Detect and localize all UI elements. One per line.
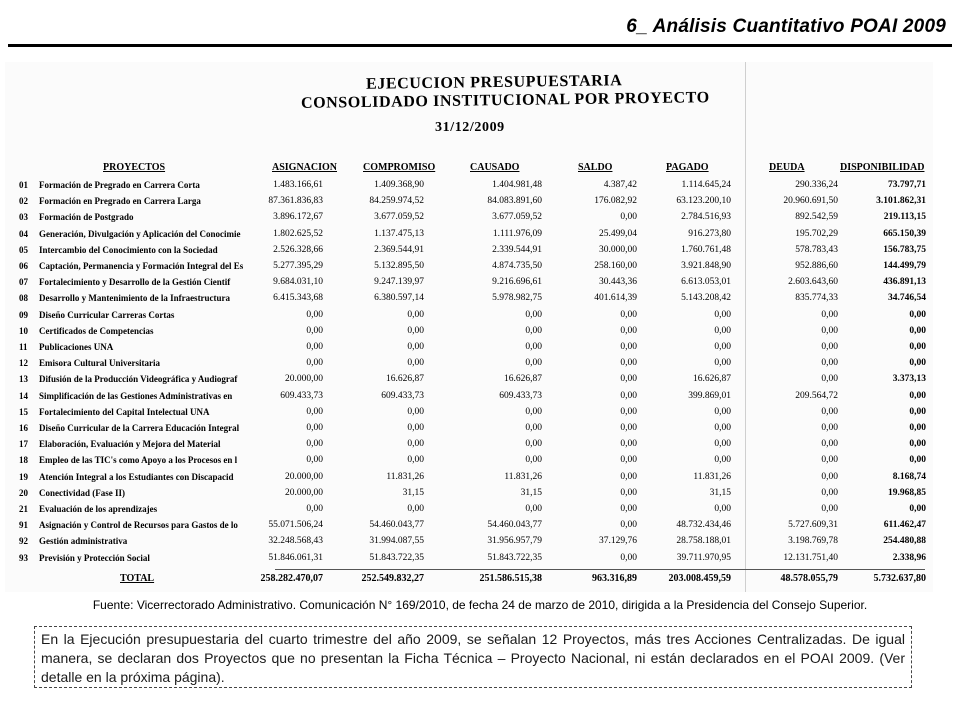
cell-compromiso: 3.677.059,52 — [374, 212, 424, 223]
cell-compromiso: 1.409.368,90 — [374, 180, 424, 190]
project-name: Diseño Curricular Carreras Cortas — [39, 309, 175, 320]
cell-compromiso: 1.137.475,13 — [374, 228, 424, 239]
cell-saldo: 0,00 — [620, 309, 637, 320]
cell-pagado: 0,00 — [714, 423, 731, 433]
cell-asignacion: 6.415.343,68 — [273, 293, 323, 304]
cell-asignacion: 1.802.625,52 — [273, 228, 323, 239]
cell-asignacion: 0,00 — [306, 439, 323, 450]
cell-saldo: 0,00 — [620, 358, 637, 369]
total-saldo: 963.316,89 — [592, 573, 637, 584]
table-row — [5, 488, 933, 501]
cell-disponibilidad: 0,00 — [909, 406, 926, 417]
cell-causado: 0,00 — [525, 342, 542, 352]
cell-disponibilidad: 0,00 — [909, 309, 926, 320]
project-name: Formación en Pregrado en Carrera Larga — [39, 196, 201, 207]
cell-compromiso: 31,15 — [402, 487, 424, 498]
cell-deuda: 0,00 — [821, 471, 838, 482]
cell-deuda: 12.131.751,40 — [783, 552, 838, 563]
project-name: Asignación y Control de Recursos para Gastos de lo — [39, 520, 238, 531]
cell-causado: 11.831,26 — [504, 471, 542, 482]
table-row — [5, 553, 933, 566]
cell-asignacion: 55.071.506,24 — [268, 520, 323, 531]
project-number: 20 — [19, 487, 28, 498]
cell-pagado: 11.831,26 — [693, 471, 731, 482]
cell-deuda: 0,00 — [821, 423, 838, 433]
cell-pagado: 48.732.434,46 — [676, 520, 731, 531]
project-name: Difusión de la Producción Videográfica y Audiograf — [39, 374, 238, 385]
cell-saldo: 0,00 — [620, 423, 637, 433]
cell-compromiso: 0,00 — [407, 325, 424, 336]
cell-asignacion: 20.000,00 — [285, 374, 323, 385]
cell-deuda: 0,00 — [821, 406, 838, 417]
cell-saldo: 0,00 — [620, 455, 637, 466]
project-number: 13 — [19, 374, 28, 385]
cell-disponibilidad: 0,00 — [909, 358, 926, 369]
cell-asignacion: 9.684.031,10 — [273, 277, 323, 288]
project-name: Desarrollo y Mantenimiento de la Infraestructura — [39, 293, 231, 304]
project-name: Evaluación de los aprendizajes — [39, 504, 158, 514]
cell-pagado: 16.626,87 — [693, 374, 731, 385]
cell-compromiso: 51.843.722,35 — [369, 552, 424, 563]
cell-compromiso: 5.132.895,50 — [374, 261, 424, 271]
table-row — [5, 455, 933, 468]
source-note: Fuente: Vicerrectorado Administrativo. Comunicación N° 169/2010, de fecha 24 de marzo de 2010, dirigida a la Presidencia del Consejo Superior. — [92, 598, 868, 612]
cell-asignacion: 0,00 — [306, 455, 323, 466]
total-divider — [275, 569, 925, 570]
cell-causado: 1.111.976,09 — [492, 228, 542, 239]
project-name: Conectividad (Fase II) — [39, 487, 125, 498]
project-number: 15 — [19, 406, 28, 417]
cell-deuda: 578.783,43 — [795, 244, 838, 255]
cell-saldo: 0,00 — [620, 406, 637, 417]
table-row — [5, 245, 933, 258]
cell-compromiso: 84.259.974,52 — [369, 196, 424, 207]
cell-deuda: 0,00 — [821, 309, 838, 320]
cell-deuda: 5.727.609,31 — [788, 520, 838, 531]
total-pagado: 203.008.459,59 — [668, 573, 731, 584]
project-number: 91 — [19, 520, 28, 531]
cell-causado: 9.216.696,61 — [492, 277, 542, 288]
cell-causado: 609.433,73 — [499, 390, 542, 401]
cell-deuda: 0,00 — [821, 504, 838, 514]
cell-disponibilidad: 3.101.862,31 — [876, 196, 926, 207]
cell-causado: 31.956.957,79 — [487, 536, 542, 547]
total-compromiso: 252.549.832,27 — [361, 573, 424, 584]
cell-disponibilidad: 665.150,39 — [883, 228, 926, 239]
total-causado: 251.586.515,38 — [479, 573, 542, 584]
project-number: 12 — [19, 358, 28, 369]
cell-causado: 51.843.722,35 — [487, 552, 542, 563]
cell-compromiso: 16.626,87 — [386, 374, 424, 385]
cell-saldo: 0,00 — [620, 325, 637, 336]
document-date: 31/12/2009 — [435, 120, 505, 135]
cell-asignacion: 3.896.172,67 — [273, 212, 323, 223]
cell-saldo: 0,00 — [620, 552, 637, 563]
cell-pagado: 39.711.970,95 — [676, 552, 731, 563]
cell-disponibilidad: 144.499,79 — [883, 261, 926, 271]
cell-pagado: 0,00 — [714, 439, 731, 450]
project-name: Previsión y Protección Social — [39, 552, 150, 563]
project-number: 03 — [19, 212, 28, 223]
cell-compromiso: 2.369.544,91 — [374, 244, 424, 255]
table-row — [5, 391, 933, 404]
document-subtitle: CONSOLIDADO INSTITUCIONAL POR PROYECTO — [300, 89, 710, 112]
project-name: Captación, Permanencia y Formación Integral del Es — [39, 261, 244, 271]
cell-pagado: 2.784.516,93 — [681, 212, 731, 223]
cell-disponibilidad: 19.968,85 — [888, 487, 926, 498]
project-name: Fortalecimiento del Capital Intelectual UNA — [39, 406, 210, 417]
cell-causado: 0,00 — [525, 439, 542, 450]
cell-deuda: 20.960.691,50 — [783, 196, 838, 207]
cell-disponibilidad: 0,00 — [909, 504, 926, 514]
document-title: EJECUCION PRESUPUESTARIA — [365, 72, 623, 93]
cell-asignacion: 20.000,00 — [285, 471, 323, 482]
cell-saldo: 0,00 — [620, 212, 637, 223]
cell-compromiso: 54.460.043,77 — [369, 520, 424, 531]
cell-causado: 1.404.981,48 — [492, 180, 542, 190]
table-row — [5, 407, 933, 420]
cell-deuda: 0,00 — [821, 487, 838, 498]
cell-causado: 0,00 — [525, 406, 542, 417]
cell-saldo: 0,00 — [620, 487, 637, 498]
cell-asignacion: 1.483.166,61 — [273, 180, 323, 190]
table-row — [5, 358, 933, 371]
project-number: 09 — [19, 309, 28, 320]
cell-pagado: 28.758.188,01 — [676, 536, 731, 547]
summary-note: En la Ejecución presupuestaria del cuarto trimestre del año 2009, se señalan 12 Proyectos, más tres Acciones Centralizadas. De igual manera, se declaran dos Proyectos que no presentan la Ficha Técnica – Proyecto Nacional, ni están declarados en el POAI 2009. (Ver detalle en la próxima página). — [34, 626, 912, 688]
cell-asignacion: 51.846.061,31 — [268, 552, 323, 563]
project-name: Formación de Pregrado en Carrera Corta — [39, 180, 200, 190]
cell-compromiso: 9.247.139,97 — [374, 277, 424, 288]
cell-disponibilidad: 2.338,96 — [892, 552, 926, 563]
cell-asignacion: 0,00 — [306, 504, 323, 514]
table-row — [5, 326, 933, 339]
cell-disponibilidad: 611.462,47 — [883, 520, 926, 531]
table-row — [5, 536, 933, 549]
header-proyectos: PROYECTOS — [103, 162, 166, 173]
project-name: Emisora Cultural Universitaria — [39, 358, 160, 369]
scanned-budget-document — [5, 62, 933, 592]
cell-pagado: 31,15 — [709, 487, 731, 498]
cell-saldo: 0,00 — [620, 520, 637, 531]
table-row — [5, 310, 933, 323]
cell-pagado: 6.613.053,01 — [681, 277, 731, 288]
cell-pagado: 0,00 — [714, 358, 731, 369]
table-row — [5, 180, 933, 193]
project-name: Intercambio del Conocimiento con la Sociedad — [39, 244, 218, 255]
cell-pagado: 63.123.200,10 — [676, 196, 731, 207]
cell-deuda: 892.542,59 — [795, 212, 838, 223]
cell-pagado: 0,00 — [714, 325, 731, 336]
cell-causado: 0,00 — [525, 455, 542, 466]
cell-pagado: 5.143.208,42 — [681, 293, 731, 304]
cell-pagado: 399.869,01 — [688, 390, 731, 401]
cell-disponibilidad: 34.746,54 — [888, 293, 926, 304]
cell-compromiso: 0,00 — [407, 406, 424, 417]
cell-compromiso: 0,00 — [407, 423, 424, 433]
table-row — [5, 423, 933, 436]
cell-pagado: 0,00 — [714, 342, 731, 352]
cell-causado: 31,15 — [520, 487, 542, 498]
project-number: 02 — [19, 196, 28, 207]
cell-compromiso: 609.433,73 — [381, 390, 424, 401]
cell-asignacion: 2.526.328,66 — [273, 244, 323, 255]
cell-deuda: 835.774,33 — [795, 293, 838, 304]
header-asignacion: ASIGNACION — [272, 162, 338, 173]
cell-disponibilidad: 254.480,88 — [883, 536, 926, 547]
project-number: 19 — [19, 471, 28, 482]
cell-causado: 0,00 — [525, 325, 542, 336]
cell-saldo: 0,00 — [620, 471, 637, 482]
cell-saldo: 4.387,42 — [603, 180, 637, 190]
cell-saldo: 176.082,92 — [594, 196, 637, 207]
table-row — [5, 520, 933, 533]
header-pagado: PAGADO — [666, 162, 709, 173]
cell-deuda: 3.198.769,78 — [788, 536, 838, 547]
cell-disponibilidad: 3.373,13 — [892, 374, 926, 385]
slide-title: 6_ Análisis Cuantitativo POAI 2009 — [626, 16, 946, 37]
project-name: Elaboración, Evaluación y Mejora del Material — [39, 439, 221, 450]
cell-saldo: 258.160,00 — [594, 261, 637, 271]
project-name: Fortalecimiento y Desarrollo de la Gestión Cientif — [39, 277, 231, 288]
cell-asignacion: 0,00 — [306, 309, 323, 320]
table-row — [5, 261, 933, 274]
cell-saldo: 30.000,00 — [599, 244, 637, 255]
cell-causado: 5.978.982,75 — [492, 293, 542, 304]
cell-asignacion: 20.000,00 — [285, 487, 323, 498]
cell-pagado: 0,00 — [714, 406, 731, 417]
cell-causado: 54.460.043,77 — [487, 520, 542, 531]
title-divider — [8, 44, 952, 47]
project-number: 10 — [19, 325, 28, 336]
cell-saldo: 30.443,36 — [599, 277, 637, 288]
project-number: 04 — [19, 228, 28, 239]
total-deuda: 48.578.055,79 — [780, 573, 838, 584]
cell-disponibilidad: 156.783,75 — [883, 244, 926, 255]
cell-compromiso: 0,00 — [407, 358, 424, 369]
cell-causado: 84.083.891,60 — [487, 196, 542, 207]
cell-saldo: 0,00 — [620, 374, 637, 385]
table-row — [5, 277, 933, 290]
cell-saldo: 0,00 — [620, 504, 637, 514]
project-name: Publicaciones UNA — [39, 342, 114, 352]
cell-saldo: 25.499,04 — [599, 228, 637, 239]
cell-deuda: 290.336,24 — [795, 180, 838, 190]
total-row — [5, 573, 933, 587]
project-number: 16 — [19, 423, 28, 433]
cell-pagado: 0,00 — [714, 504, 731, 514]
project-name: Empleo de las TIC's como Apoyo a los Procesos en l — [39, 455, 238, 466]
cell-causado: 2.339.544,91 — [492, 244, 542, 255]
project-number: 06 — [19, 261, 28, 271]
total-label: TOTAL — [120, 573, 155, 584]
project-number: 14 — [19, 390, 28, 401]
cell-disponibilidad: 0,00 — [909, 423, 926, 433]
project-name: Atención Integral a los Estudiantes con Discapacid — [39, 471, 234, 482]
header-saldo: SALDO — [578, 162, 613, 173]
cell-asignacion: 32.248.568,43 — [268, 536, 323, 547]
table-row — [5, 374, 933, 387]
project-number: 05 — [19, 244, 28, 255]
cell-disponibilidad: 0,00 — [909, 342, 926, 352]
cell-deuda: 0,00 — [821, 342, 838, 352]
cell-asignacion: 0,00 — [306, 423, 323, 433]
cell-deuda: 2.603.643,60 — [788, 277, 838, 288]
project-number: 07 — [19, 277, 28, 288]
cell-compromiso: 0,00 — [407, 504, 424, 514]
project-number: 11 — [19, 342, 28, 352]
cell-saldo: 401.614,39 — [594, 293, 637, 304]
cell-disponibilidad: 0,00 — [909, 390, 926, 401]
cell-saldo: 0,00 — [620, 342, 637, 352]
cell-causado: 3.677.059,52 — [492, 212, 542, 223]
cell-disponibilidad: 436.891,13 — [883, 277, 926, 288]
cell-disponibilidad: 0,00 — [909, 439, 926, 450]
cell-deuda: 952.886,60 — [795, 261, 838, 271]
cell-disponibilidad: 219.113,15 — [883, 212, 926, 223]
cell-deuda: 209.564,72 — [795, 390, 838, 401]
cell-pagado: 1.760.761,48 — [681, 244, 731, 255]
cell-disponibilidad: 73.797,71 — [888, 180, 926, 190]
cell-asignacion: 609.433,73 — [280, 390, 323, 401]
cell-pagado: 0,00 — [714, 455, 731, 466]
cell-compromiso: 11.831,26 — [386, 471, 424, 482]
cell-causado: 0,00 — [525, 504, 542, 514]
cell-compromiso: 6.380.597,14 — [374, 293, 424, 304]
project-number: 08 — [19, 293, 28, 304]
project-number: 18 — [19, 455, 28, 466]
cell-disponibilidad: 0,00 — [909, 325, 926, 336]
cell-deuda: 0,00 — [821, 325, 838, 336]
cell-saldo: 0,00 — [620, 439, 637, 450]
project-number: 17 — [19, 439, 28, 450]
table-row — [5, 472, 933, 485]
table-row — [5, 342, 933, 355]
cell-pagado: 3.921.848,90 — [681, 261, 731, 271]
table-row — [5, 439, 933, 452]
cell-pagado: 0,00 — [714, 309, 731, 320]
cell-compromiso: 0,00 — [407, 342, 424, 352]
table-row — [5, 504, 933, 517]
project-number: 01 — [19, 180, 28, 190]
cell-causado: 0,00 — [525, 423, 542, 433]
total-disponibilidad: 5.732.637,80 — [873, 573, 926, 584]
project-name: Diseño Curricular de la Carrera Educación Integral — [39, 423, 240, 433]
cell-compromiso: 0,00 — [407, 439, 424, 450]
project-name: Formación de Postgrado — [39, 212, 134, 223]
cell-disponibilidad: 0,00 — [909, 455, 926, 466]
table-row — [5, 293, 933, 306]
cell-saldo: 0,00 — [620, 390, 637, 401]
cell-compromiso: 0,00 — [407, 455, 424, 466]
cell-causado: 0,00 — [525, 358, 542, 369]
cell-compromiso: 0,00 — [407, 309, 424, 320]
project-name: Simplificación de las Gestiones Administrativas en — [39, 390, 233, 401]
cell-asignacion: 0,00 — [306, 325, 323, 336]
table-row — [5, 212, 933, 225]
cell-asignacion: 0,00 — [306, 406, 323, 417]
project-number: 93 — [19, 552, 28, 563]
table-row — [5, 196, 933, 209]
cell-disponibilidad: 8.168,74 — [892, 471, 926, 482]
header-deuda: DEUDA — [769, 162, 805, 173]
header-disponibilidad: DISPONIBILIDAD — [840, 162, 925, 173]
header-causado: CAUSADO — [470, 162, 520, 173]
cell-asignacion: 0,00 — [306, 358, 323, 369]
project-number: 92 — [19, 536, 28, 547]
project-name: Gestión administrativa — [39, 536, 128, 547]
project-name: Certificados de Competencias — [39, 325, 154, 336]
total-asignacion: 258.282.470,07 — [260, 573, 323, 584]
table-row — [5, 229, 933, 242]
header-compromiso: COMPROMISO — [363, 162, 436, 173]
cell-causado: 0,00 — [525, 309, 542, 320]
project-number: 21 — [19, 504, 28, 514]
cell-deuda: 0,00 — [821, 374, 838, 385]
project-name: Generación, Divulgación y Aplicación del Conocimie — [39, 228, 241, 239]
cell-pagado: 1.114.645,24 — [681, 180, 731, 190]
cell-asignacion: 0,00 — [306, 342, 323, 352]
cell-deuda: 0,00 — [821, 455, 838, 466]
cell-asignacion: 5.277.395,29 — [273, 261, 323, 271]
cell-deuda: 0,00 — [821, 439, 838, 450]
cell-causado: 4.874.735,50 — [492, 261, 542, 271]
cell-compromiso: 31.994.087,55 — [369, 536, 424, 547]
cell-saldo: 37.129,76 — [599, 536, 637, 547]
cell-causado: 16.626,87 — [504, 374, 542, 385]
cell-asignacion: 87.361.836,83 — [268, 196, 323, 207]
cell-deuda: 0,00 — [821, 358, 838, 369]
cell-deuda: 195.702,29 — [795, 228, 838, 239]
cell-pagado: 916.273,80 — [688, 228, 731, 239]
